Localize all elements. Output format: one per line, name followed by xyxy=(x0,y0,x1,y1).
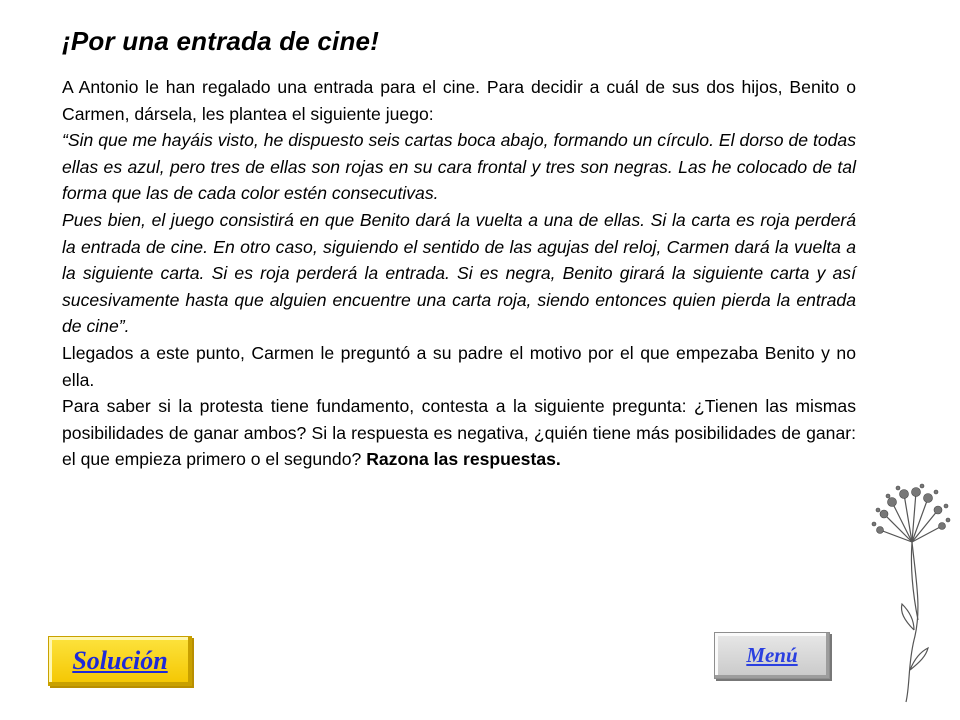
paragraph-intro: A Antonio le han regalado una entrada para el cine. Para decidir a cuál de sus dos hijos, Benito o Carmen, dársela, les plantea el siguiente juego: xyxy=(62,77,856,124)
page-title: ¡Por una entrada de cine! xyxy=(62,26,380,56)
task-question: Para saber si la protesta tiene fundamento, contesta a la siguiente pregunta: ¿Tienen las mismas posibilidades de ganar ambos? Si la respuesta es negativa, ¿quién tiene más posibilidades de ganar: el que empieza primero o el segundo? xyxy=(62,396,856,470)
paragraph-carmen-question: Llegados a este punto, Carmen le preguntó a su padre el motivo por el que empezaba Benito y no ella. xyxy=(62,342,856,390)
menu-button[interactable]: Menú xyxy=(714,632,830,679)
paragraph-quote-rules: “Sin que me hayáis visto, he dispuesto seis cartas boca abajo, formando un círculo. El dorso de todas ellas es azul, pero tres de ellas son rojas en su cara frontal y tres son negras. Las he colocado de tal forma que las de cada color estén consecutivas. xyxy=(62,130,856,204)
paragraph-quote-game: Pues bien, el juego consistirá en que Benito dará la vuelta a una de ellas. Si la carta es roja perderá la entrada de cine. En otro caso, siguiendo el sentido de las agujas del reloj, Carmen dará la vuelta a la siguiente carta. Si es roja perderá la entrada. Si es negra, Benito girará la siguiente carta y así sucesivamente hasta que alguien encuentre una carta roja, siendo entonces quien pierda la entrada de cine”. xyxy=(62,209,856,337)
problem-text xyxy=(62,74,856,473)
paragraph-task xyxy=(62,393,856,473)
task-instruction: Razona las respuestas. xyxy=(366,449,561,470)
flower-illustration-icon xyxy=(870,480,954,710)
solution-button[interactable]: Solución xyxy=(48,636,192,686)
